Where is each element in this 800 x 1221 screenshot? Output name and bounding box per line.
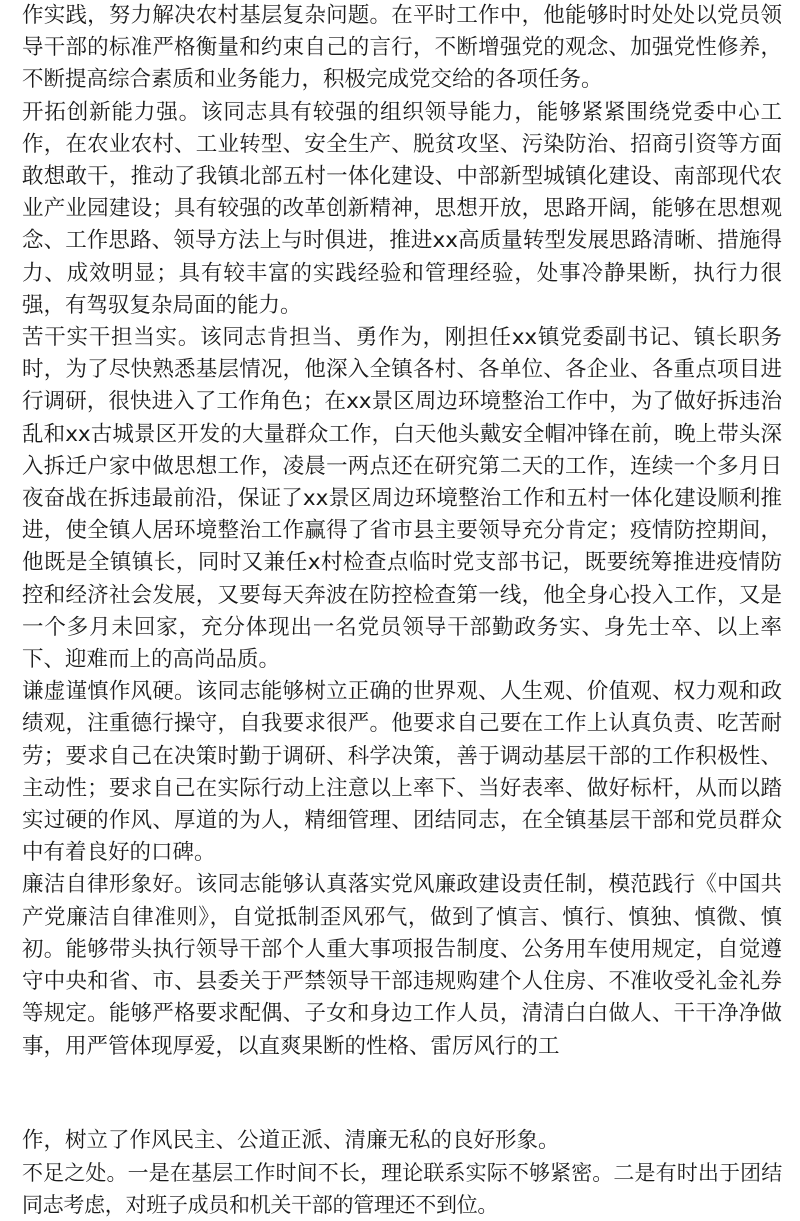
paragraph-innovation: 开拓创新能力强。该同志具有较强的组织领导能力，能够紧紧围绕党委中心工作，在农业农村、工业转型、安全生产、脱贫攻坚、污染防治、招商引资等方面敢想敢干，推动了我镇北部五村一体化建设、中部新型城镇化建设、南部现代农业产业园建设；具有较强的改革创新精神，思想开放，思路开阔，能够在思想观念、工作思路、领导方法上与时俱进，推进xx高质量转型发展思路清晰、措施得力、成效明显；具有较丰富的实践经验和管理经验，处事冷静果断，执行力很强，有驾驭复杂局面的能力。 [22,99,782,318]
paragraph-modesty: 谦虚谨慎作风硬。该同志能够树立正确的世界观、人生观、价值观、权力观和政绩观，注重德行操守，自我要求很严。他要求自己要在工作上认真负责、吃苦耐劳；要求自己在决策时勤于调研、科学决策，善于调动基层干部的工作积极性、主动性；要求自己在实际行动上注意以上率下、当好表率、做好标杆，从而以踏实过硬的作风、厚道的为人，精细管理、团结同志，在全镇基层干部和党员群众中有着良好的口碑。 [22,679,782,866]
page-break-gap [22,1063,782,1125]
paragraph-shortcomings: 不足之处。一是在基层工作时间不长，理论联系实际不够紧密。二是有时出于团结同志考虑，对班子成员和机关干部的管理还不到位。 [22,1160,782,1218]
paragraph-integrity-continued: 作，树立了作风民主、公道正派、清廉无私的良好形象。 [22,1127,560,1153]
paragraph-work-practice: 作实践，努力解决农村基层复杂问题。在平时工作中，他能够时时处处以党员领导干部的标准严格衡量和约束自己的言行，不断增强党的观念、加强党性修养，不断提高综合素质和业务能力，积极完成党交给的各项任务。 [22,3,782,93]
text-block-bottom [22,1125,782,1221]
paragraph-integrity: 廉洁自律形象好。该同志能够认真落实党风廉政建设责任制，模范践行《中国共产党廉洁自律准则》，自觉抵制歪风邪气，做到了慎言、慎行、慎独、慎微、慎初。能够带头执行领导干部个人重大事项报告制度、公务用车使用规定，自觉遵守中央和省、市、县委关于严禁领导干部违规购建个人住房、不准收受礼金礼券等规定。能够严格要求配偶、子女和身边工作人员，清清白白做人、干干净净做事，用严管体现厚爱，以直爽果断的性格、雷厉风行的工 [22,872,782,1059]
document-page [22,0,782,1221]
text-block-top [22,0,782,1063]
paragraph-hard-work: 苦干实干担当实。该同志肯担当、勇作为，刚担任xx镇党委副书记、镇长职务时，为了尽快熟悉基层情况，他深入全镇各村、各单位、各企业、各重点项目进行调研，很快进入了工作角色；在xx景区周边环境整治工作中，为了做好拆违治乱和xx古城景区开发的大量群众工作，白天他头戴安全帽冲锋在前，晚上带头深入拆迁户家中做思想工作，凌晨一两点还在研究第二天的工作，连续一个多月日夜奋战在拆违最前沿，保证了xx景区周边环境整治工作和五村一体化建设顺利推进，使全镇人居环境整治工作赢得了省市县主要领导充分肯定；疫情防控期间，他既是全镇镇长，同时又兼任x村检查点临时党支部书记，既要统筹推进疫情防控和经济社会发展，又要每天奔波在防控检查第一线，他全身心投入工作，又是一个多月未回家，充分体现出一名党员领导干部勤政务实、身先士卒、以上率下、迎难而上的高尚品质。 [22,325,782,673]
